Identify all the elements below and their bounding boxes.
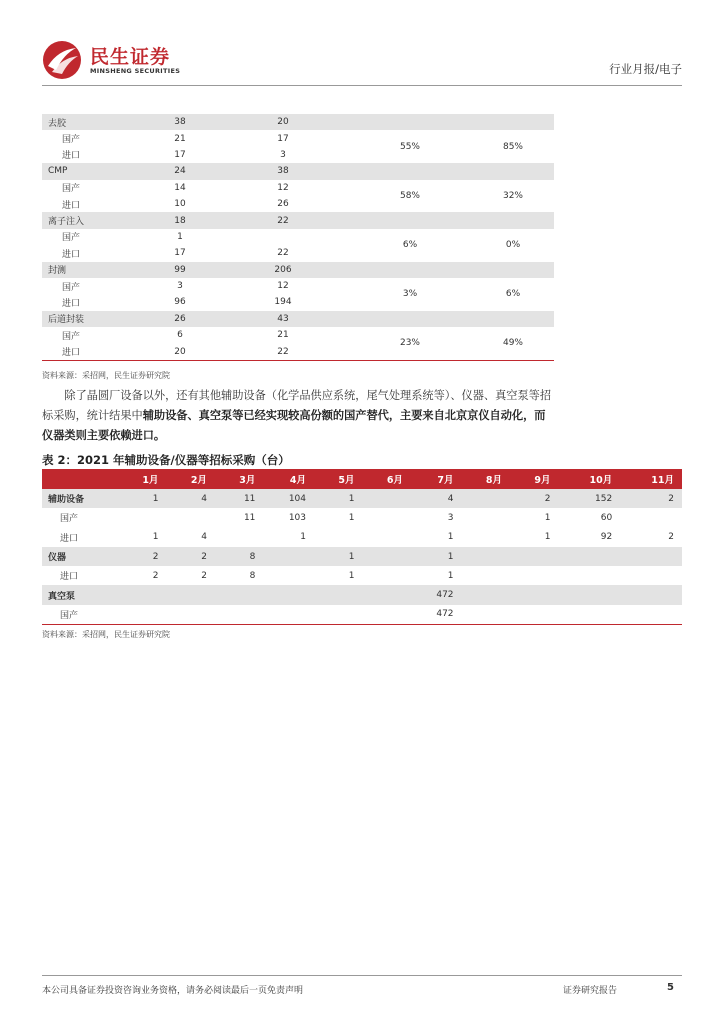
auxiliary-equipment-table: [42, 469, 682, 625]
table-cell: [166, 585, 214, 604]
table-row: [42, 528, 682, 547]
column-header: 8月: [462, 469, 510, 489]
table-cell: [362, 508, 410, 527]
table-cell: [620, 508, 682, 527]
table-cell: [166, 605, 214, 625]
row-label: 去胶: [42, 114, 142, 130]
table-cell: 2: [668, 532, 674, 543]
table-cell: [362, 489, 410, 508]
table-cell: 1: [314, 489, 362, 508]
table-cell: [462, 547, 510, 566]
table-cell: [362, 605, 410, 625]
table-cell: [314, 605, 362, 625]
row-label: 真空泵: [42, 585, 118, 604]
table-cell: [510, 605, 558, 625]
table-row: [42, 114, 554, 130]
table-cell: 2: [201, 570, 207, 581]
share-cell: 32%: [502, 190, 523, 201]
table-cell: [362, 547, 410, 566]
table-cell: 17: [174, 248, 186, 259]
table-row: [42, 130, 554, 146]
table-cell: 21: [174, 133, 186, 144]
table-cell: [263, 547, 314, 566]
share-cell: 23%: [348, 327, 472, 360]
row-label: 进口: [62, 249, 81, 260]
table-cell: [314, 528, 362, 547]
table-row: [42, 508, 682, 527]
table-cell: 2: [118, 547, 166, 566]
table-cell: 26: [142, 311, 218, 327]
table-cell: [558, 566, 620, 585]
column-header: 6月: [362, 469, 410, 489]
table-cell: 11: [243, 512, 256, 523]
row-label: 进口: [60, 572, 79, 583]
share-cell: 0%: [505, 240, 521, 251]
share-cell: 3%: [402, 289, 418, 300]
share-cell: 58%: [399, 190, 420, 201]
table-cell: 103: [288, 512, 306, 523]
share-cell: 6%: [505, 289, 521, 300]
table-cell: 20: [218, 114, 348, 130]
table-cell: [118, 585, 166, 604]
row-label: 进口: [62, 151, 81, 162]
table-cell: [263, 566, 314, 585]
table-cell: 2: [620, 489, 682, 508]
share-cell: 85%: [502, 141, 523, 152]
table-cell: 43: [218, 311, 348, 327]
table-row: [42, 212, 554, 228]
table-cell: [118, 605, 166, 625]
table-row: [42, 327, 554, 343]
table-cell: 22: [218, 343, 348, 360]
table-cell: 38: [142, 114, 218, 130]
table-cell: 6: [177, 330, 183, 341]
table-cell: 1: [314, 547, 362, 566]
table-cell: 4: [166, 489, 214, 508]
table-row: [42, 311, 554, 327]
paragraph-emphasis: 辅助设备、真空泵等已经实现较高份额的国产替代，主要来自北京京仪自动化，而仪器类则主要依赖进口。: [42, 409, 546, 442]
table-cell: [620, 566, 682, 585]
table-cell: [215, 585, 263, 604]
table-title: 表 2：2021 年辅助设备/仪器等招标采购（台）: [42, 453, 290, 467]
table-row: [42, 566, 682, 585]
table-cell: 1: [300, 532, 306, 543]
table-cell: 96: [174, 297, 186, 308]
table-cell: 18: [142, 212, 218, 228]
table-cell: 99: [142, 262, 218, 278]
table-cell: 8: [249, 570, 256, 581]
report-type: 行业月报/电子: [609, 62, 682, 76]
table-row: [42, 262, 554, 278]
table-cell: 92: [600, 532, 613, 543]
row-label: 国产: [60, 514, 79, 525]
table-cell: 194: [274, 297, 292, 308]
table-cell: 1: [447, 532, 454, 543]
table-row: [42, 605, 682, 625]
table-cell: 1: [544, 532, 551, 543]
table-cell: 1: [348, 512, 355, 523]
table-cell: 20: [142, 343, 218, 360]
table-cell: 17: [277, 133, 289, 144]
row-label: 进口: [60, 533, 79, 544]
table-cell: [218, 229, 348, 245]
table-cell: [462, 566, 510, 585]
table-cell: [263, 605, 314, 625]
brand-name: 民生证券: [90, 46, 171, 68]
table-cell: [620, 585, 682, 604]
table-cell: 1: [544, 512, 551, 523]
column-header: 5月: [314, 469, 362, 489]
column-header: 1月: [118, 469, 166, 489]
row-label: 国产: [62, 282, 81, 293]
minsheng-logo-icon: [42, 40, 82, 80]
column-header: 2月: [166, 469, 214, 489]
table-row: [42, 278, 554, 294]
table-cell: [362, 528, 410, 547]
row-label: 国产: [42, 605, 118, 625]
column-header: 10月: [558, 469, 620, 489]
table-source: 资料来源：采招网，民生证券研究院: [42, 371, 170, 380]
table-cell: 8: [215, 547, 263, 566]
table-cell: [558, 605, 620, 625]
table-cell: 24: [142, 163, 218, 179]
row-label: 进口: [62, 200, 81, 211]
table-cell: [462, 528, 510, 547]
table-cell: 3: [177, 281, 183, 292]
table-cell: [362, 585, 410, 604]
paragraph-text: 除了晶圆厂设备以外，还有其他辅助设备（化学品供应系统，尾气处理系统等）、仪器、真空泵等招标采购，统计结果中: [42, 389, 552, 422]
row-label: 国产: [62, 233, 81, 244]
table-cell: 12: [277, 281, 289, 292]
table-cell: [510, 585, 558, 604]
table-cell: 104: [263, 489, 314, 508]
footer-disclaimer: 本公司具备证券投资咨询业务资格，请务必阅读最后一页免责声明: [42, 986, 304, 996]
row-label: CMP: [42, 163, 142, 179]
table-row: [42, 163, 554, 179]
table-cell: 38: [218, 163, 348, 179]
column-header: 9月: [510, 469, 558, 489]
table-cell: [118, 508, 166, 527]
row-label: 离子注入: [42, 212, 142, 228]
table-cell: 26: [277, 199, 289, 210]
table-cell: 3: [280, 149, 286, 160]
table-cell: 22: [277, 248, 289, 259]
table-row: [42, 489, 682, 508]
share-cell: 6%: [402, 240, 418, 251]
table-row: [42, 547, 682, 566]
page-header: [42, 40, 682, 86]
table-row: [42, 229, 554, 245]
table-cell: [215, 605, 263, 625]
table-cell: [314, 585, 362, 604]
footer-label: 证券研究报告: [563, 986, 618, 996]
body-paragraph: [42, 386, 554, 446]
header-divider: [42, 85, 682, 86]
table-cell: [462, 489, 510, 508]
table-row: [42, 585, 682, 604]
table-cell: 1: [118, 489, 166, 508]
equipment-bidding-table: [42, 114, 554, 361]
row-label: 后道封装: [42, 311, 142, 327]
table-cell: [620, 605, 682, 625]
table-cell: [263, 585, 314, 604]
table-cell: 3: [447, 512, 454, 523]
table-cell: [166, 508, 214, 527]
share-cell: 49%: [472, 327, 554, 360]
table-cell: 12: [277, 182, 289, 193]
table-cell: [620, 547, 682, 566]
table-header-row: [42, 469, 682, 489]
table-cell: [558, 585, 620, 604]
table-cell: [510, 566, 558, 585]
row-label: 国产: [62, 331, 81, 342]
table-cell: 472: [411, 605, 462, 625]
table-cell: [462, 508, 510, 527]
table-cell: [462, 585, 510, 604]
table-cell: 17: [174, 149, 186, 160]
table-cell: 1: [177, 231, 183, 242]
table-cell: 10: [174, 199, 186, 210]
table-cell: 2: [152, 570, 159, 581]
column-header: 11月: [620, 469, 682, 489]
row-label: 国产: [62, 135, 81, 146]
table-cell: 11: [215, 489, 263, 508]
brand-name-en: MINSHENG SECURITIES: [90, 67, 181, 75]
table-cell: 1: [152, 532, 159, 543]
table-cell: 21: [277, 330, 289, 341]
table-cell: 2: [166, 547, 214, 566]
column-header: 3月: [215, 469, 263, 489]
table-cell: [462, 605, 510, 625]
table-cell: 2: [510, 489, 558, 508]
table-cell: 152: [558, 489, 620, 508]
column-header: 4月: [263, 469, 314, 489]
table-cell: 60: [600, 512, 613, 523]
row-label: 国产: [62, 184, 81, 195]
table-cell: 206: [218, 262, 348, 278]
row-label: 封测: [42, 262, 142, 278]
table-cell: 22: [218, 212, 348, 228]
row-label: 进口: [62, 298, 81, 309]
table-cell: [215, 528, 263, 547]
table-cell: 4: [411, 489, 462, 508]
table-cell: 4: [201, 532, 207, 543]
table-row: [42, 180, 554, 196]
table-cell: 1: [348, 570, 355, 581]
column-header: 7月: [411, 469, 462, 489]
row-label: 辅助设备: [42, 489, 118, 508]
table-cell: [558, 547, 620, 566]
table-cell: 1: [411, 547, 462, 566]
table-cell: 14: [174, 182, 186, 193]
row-label: 进口: [42, 343, 142, 360]
footer-divider: [42, 975, 682, 976]
table-source: 资料来源：采招网，民生证券研究院: [42, 630, 170, 639]
row-label: 仪器: [42, 547, 118, 566]
table-cell: 472: [411, 585, 462, 604]
table-cell: 1: [447, 570, 454, 581]
table-cell: [362, 566, 410, 585]
page-number: 5: [667, 982, 674, 993]
share-cell: 55%: [399, 141, 420, 152]
table-cell: [510, 547, 558, 566]
